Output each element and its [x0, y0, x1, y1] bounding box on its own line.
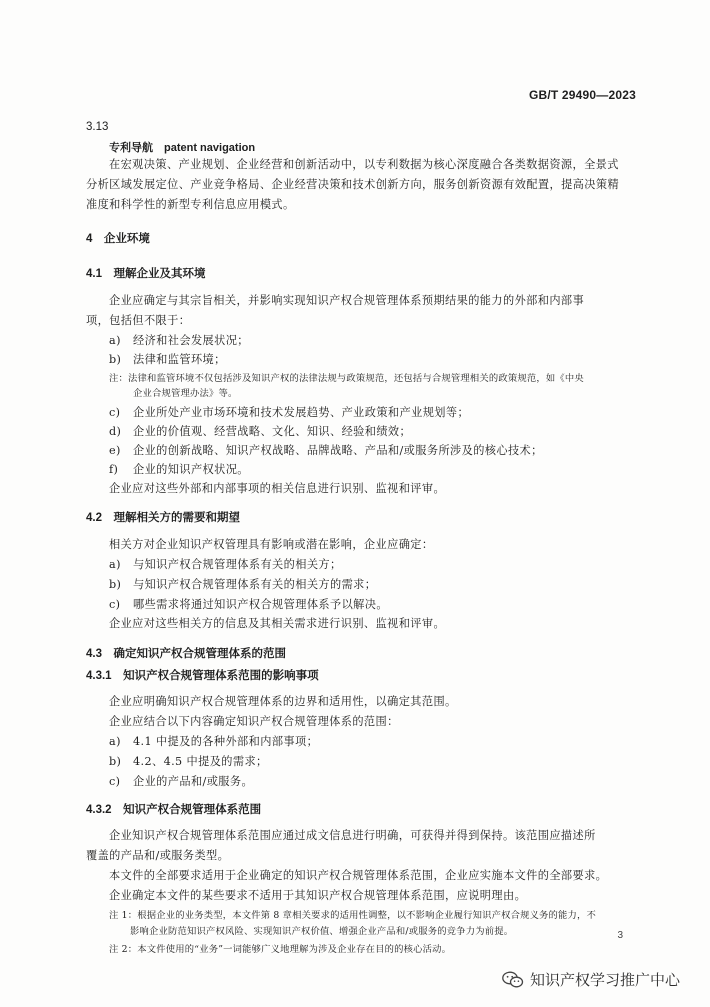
section-heading: 4.1 理解企业及其环境 [86, 268, 206, 280]
section-heading: 4.3.1 知识产权合规管理体系范围的影响事项 [86, 670, 319, 682]
note-line: 企业合规管理办法》等。 [133, 388, 238, 399]
paragraph-line: 项，包括但不限于： [86, 314, 191, 327]
list-item: b) 与知识产权合规管理体系有关的相关方的需求； [109, 578, 377, 591]
list-item: d) 企业的价值观、经营战略、文化、知识、经验和绩效； [109, 425, 412, 438]
list-item: e) 企业的创新战略、知识产权战略、品牌战略、产品和/或服务所涉及的核心技术； [109, 444, 543, 457]
list-item: a) 经济和社会发展状况； [109, 334, 249, 347]
term-title: 专利导航 patent navigation [109, 142, 256, 154]
definition-line: 在宏观决策、产业规划、企业经营和创新活动中，以专利数据为核心深度融合各类数据资源，全景式 [109, 158, 619, 171]
paragraph-line: 企业应确定与其宗旨相关，并影响实现知识产权合规管理体系预期结果的能力的外部和内部事 [109, 294, 585, 307]
paragraph-line: 企业应结合以下内容确定知识产权合规管理体系的范围： [109, 715, 399, 728]
paragraph-line: 相关方对企业知识产权管理具有影响或潜在影响，企业应确定： [109, 538, 434, 551]
paragraph-line: 企业应对这些相关方的信息及其相关需求进行识别、监视和评审。 [109, 617, 446, 630]
list-item: b) 4.2、4.5 中提及的需求； [109, 755, 268, 768]
note-line: 注：法律和监管环境不仅包括涉及知识产权的法律法规与政策规范，还包括与合规管理相关的政策规范，如《中央 [109, 373, 584, 384]
list-item: b) 法律和监管环境； [109, 353, 226, 366]
list-item: a) 与知识产权合规管理体系有关的相关方； [109, 558, 342, 571]
section-heading: 4.3.2 知识产权合规管理体系范围 [86, 804, 262, 816]
section-heading: 4.2 理解相关方的需要和期望 [86, 512, 240, 524]
note-line: 影响企业防范知识产权风险、实现知识产权价值、增强企业产品和/或服务的竞争力为前提。 [130, 926, 514, 937]
paragraph-line: 企业应对这些外部和内部事项的相关信息进行识别、监视和评审。 [109, 482, 446, 495]
paragraph-line: 本文件的全部要求适用于企业确定的知识产权合规管理体系范围，企业应实施本文件的全部要求。 [109, 869, 608, 882]
list-item: c) 企业所处产业市场环境和技术发展趋势、产业政策和产业规划等； [109, 406, 470, 419]
page-number: 3 [617, 930, 623, 941]
definition-line: 分析区域发展定位、产业竞争格局、企业经营决策和技术创新方向，服务创新资源有效配置，提高决策精 [86, 178, 620, 191]
list-item: c) 哪些需求将通过知识产权合规管理体系予以解决。 [109, 598, 388, 611]
paragraph-line: 企业确定本文件的某些要求不适用于其知识产权合规管理体系范围，应说明理由。 [109, 889, 527, 902]
wechat-icon [502, 971, 524, 989]
section-heading: 4 企业环境 [86, 233, 150, 245]
paragraph-line: 企业应明确知识产权合规管理体系的边界和适用性，以确定其范围。 [109, 695, 457, 708]
watermark [502, 969, 680, 990]
clause-number: 3.13 [86, 121, 109, 133]
paragraph-line: 企业知识产权合规管理体系范围应通过成文信息进行明确，可获得并得到保持。该范围应描述所 [109, 829, 596, 842]
list-item: f) 企业的知识产权状况。 [109, 463, 249, 476]
watermark-text: 知识产权学习推广中心 [529, 971, 680, 989]
note-line: 注 2：本文件使用的“业务”一词能够广义地理解为涉及企业存在目的的核心活动。 [109, 944, 452, 955]
definition-line: 准度和科学性的新型专利信息应用模式。 [86, 198, 295, 211]
note-line: 注 1：根据企业的业务类型，本文件第 8 章相关要求的适用性调整，以不影响企业履行知识产权合规义务的能力，不 [109, 910, 597, 921]
list-item: a) 4.1 中提及的各种外部和内部事项； [109, 735, 319, 748]
section-heading: 4.3 确定知识产权合规管理体系的范围 [86, 648, 286, 660]
paragraph-line: 覆盖的产品和/或服务类型。 [86, 849, 230, 862]
list-item: c) 企业的产品和/或服务。 [109, 775, 254, 788]
standard-number: GB/T 29490—2023 [528, 88, 636, 102]
